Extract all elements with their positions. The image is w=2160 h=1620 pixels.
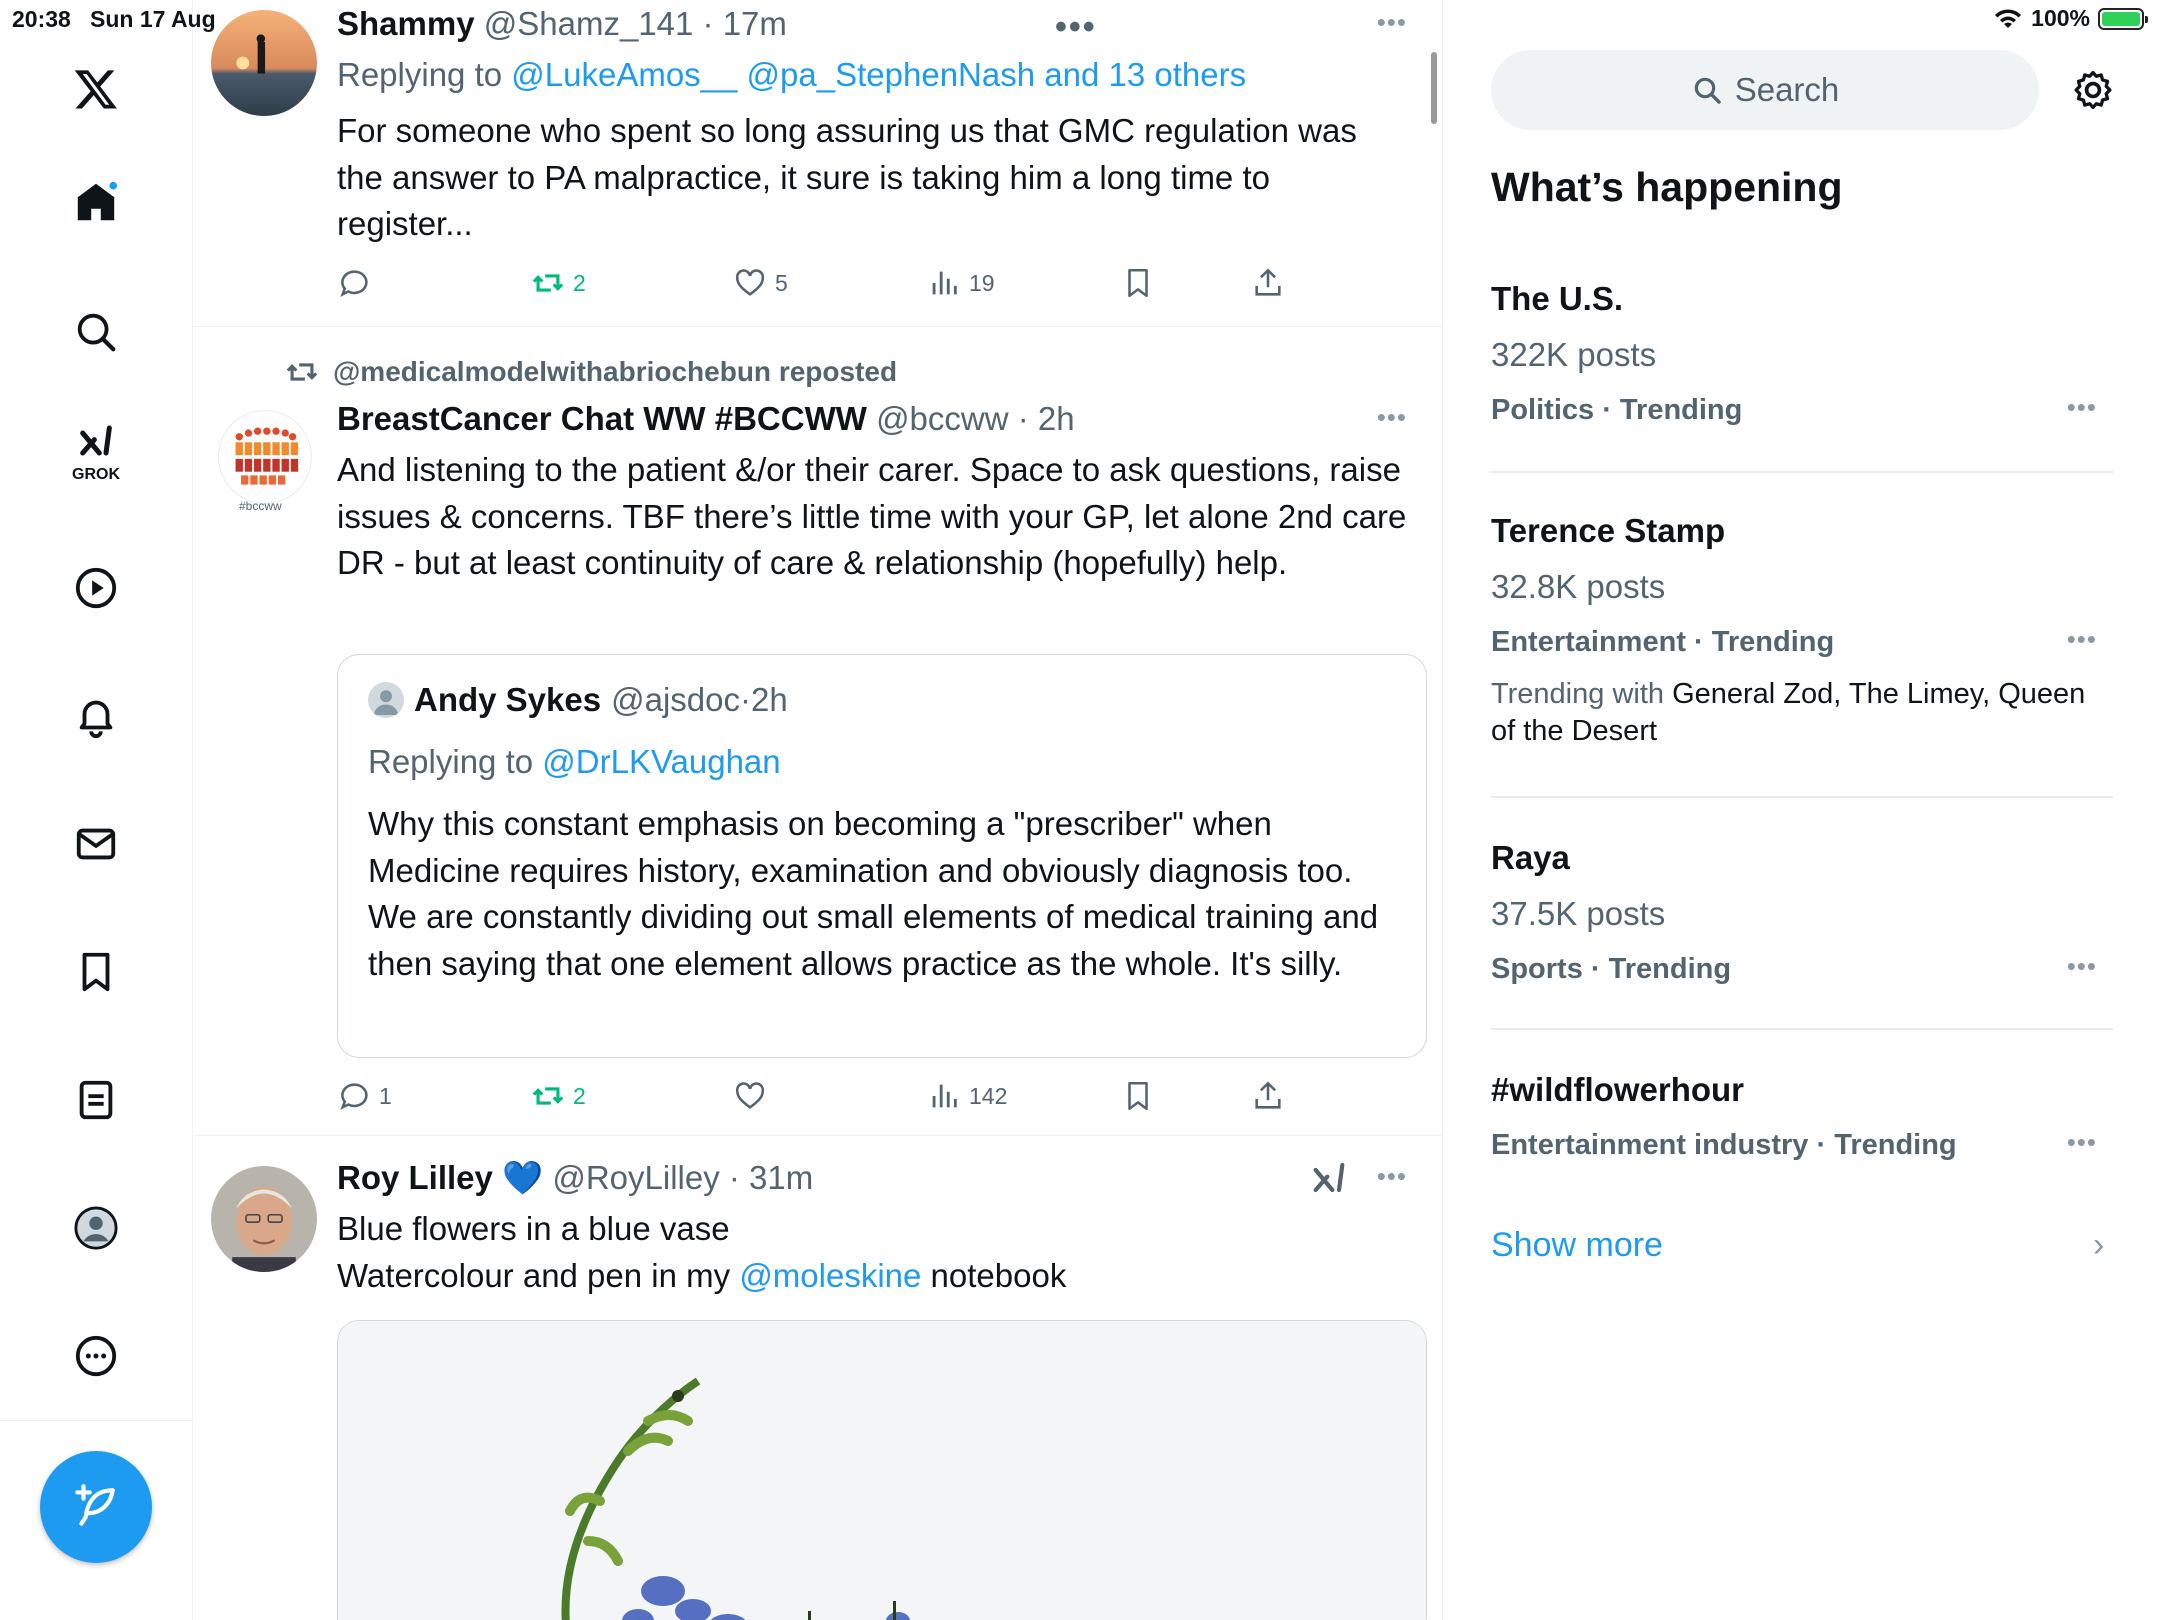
trend-meta: Sports · Trending (1491, 953, 1732, 985)
chevron-right-icon[interactable]: › (2093, 1226, 2105, 1264)
views-count: 142 (969, 1082, 1008, 1109)
tweet-more-icon[interactable]: ••• (1376, 402, 1407, 432)
x-logo-icon[interactable] (62, 55, 130, 123)
reply-button[interactable] (337, 266, 371, 300)
trend-item[interactable] (1491, 835, 2113, 991)
tweet-roy-lilley[interactable] (193, 1136, 1443, 1620)
trend-posts: 37.5K posts (1491, 895, 1666, 932)
trend-posts: 32.8K posts (1491, 568, 1666, 605)
reply-count: 1 (379, 1082, 392, 1109)
replying-to: Replying to @LukeAmos__ @pa_StephenNash and 13 others (337, 56, 1247, 93)
avatar-bccww[interactable] (218, 410, 312, 504)
retweet-count: 2 (573, 269, 586, 296)
tweet-time[interactable]: 17m (722, 5, 787, 42)
trend-item[interactable] (1491, 276, 2113, 432)
avatar-roy-lilley[interactable] (211, 1166, 317, 1272)
compose-post-button[interactable] (40, 1451, 152, 1563)
right-sidebar (1443, 0, 2160, 1620)
quote-replying-link[interactable]: @DrLKVaughan (542, 743, 781, 780)
left-nav (0, 0, 193, 1620)
quote-author-name: Andy Sykes (414, 681, 602, 718)
mention-link[interactable]: @moleskine (739, 1256, 922, 1294)
search-input[interactable] (1491, 50, 2039, 130)
blue-heart-emoji: 💙 (502, 1159, 544, 1196)
tweet-time[interactable]: 31m (749, 1159, 814, 1196)
quote-text: Why this constant emphasis on becoming a "prescriber" when Medicine requires history, examination and obviously diagnosis too. We are constantly dividing out small elements of medical training and then saying that one element allows practice as the whole. It's silly. (368, 805, 1379, 982)
trend-more-icon[interactable]: ••• (2066, 624, 2097, 654)
tweet-header: BreastCancer Chat WW #BCCWW @bccww · 2h ••• (337, 397, 1407, 441)
trend-posts: 322K posts (1491, 336, 1657, 373)
retweet-icon (531, 266, 565, 300)
tweet-bccww[interactable] (193, 327, 1443, 1136)
tweet-more-icon[interactable]: ••• (1376, 1161, 1407, 1191)
author-handle[interactable]: @Shamz_141 (483, 5, 694, 42)
share-button[interactable] (1251, 266, 1285, 300)
timeline (193, 0, 1443, 1620)
trend-item[interactable] (1491, 1067, 2113, 1167)
trend-divider (1491, 796, 2113, 798)
notifications-bell-icon[interactable] (62, 682, 130, 750)
trend-title: The U.S. (1491, 280, 1624, 317)
trend-more-icon[interactable]: ••• (2066, 951, 2097, 981)
quote-header: Andy Sykes @ajsdoc · 2h (368, 681, 788, 719)
tweet-text-line1: Blue flowers in a blue vase (337, 1210, 730, 1247)
repost-indicator (285, 355, 897, 389)
retweet-icon (531, 1079, 565, 1113)
quote-replying-to: Replying to @DrLKVaughan (368, 743, 781, 780)
messages-mail-icon[interactable] (62, 810, 130, 878)
like-button[interactable] (733, 266, 788, 300)
author-name[interactable]: Roy Lilley (337, 1159, 493, 1196)
retweet-count: 2 (573, 1082, 586, 1109)
whats-happening-title: What’s happening (1491, 164, 1843, 210)
like-button[interactable] (733, 1079, 767, 1113)
trend-more-icon[interactable]: ••• (2066, 1127, 2097, 1157)
trend-meta: Politics · Trending (1491, 394, 1743, 426)
nav-divider (0, 1420, 193, 1421)
tweet-image-watercolour[interactable] (337, 1320, 1427, 1620)
compose-feather-icon (71, 1482, 121, 1532)
trend-more-icon[interactable]: ••• (2066, 392, 2097, 422)
tweet-text: For someone who spent so long assuring us that GMC regulation was the answer to PA malpractice, it sure is taking him a long time to register... (337, 112, 1357, 242)
views-button[interactable] (927, 1079, 1007, 1113)
trend-title: Raya (1491, 839, 1570, 876)
avatar-caption: #bccww (239, 499, 282, 513)
repost-by[interactable]: @medicalmodelwithabriochebun reposted (333, 356, 898, 387)
home-icon[interactable] (62, 168, 130, 236)
trend-meta: Entertainment · Trending (1491, 626, 1835, 658)
bookmark-button[interactable] (1121, 266, 1155, 300)
trend-title: Terence Stamp (1491, 512, 1726, 549)
trend-trending-with: Trending with General Zod, The Limey, Queen of the Desert (1491, 678, 2086, 747)
heart-icon (733, 1079, 767, 1113)
search-icon (1691, 74, 1723, 106)
bookmark-icon (1121, 266, 1155, 300)
tweet-actions (337, 1079, 1337, 1119)
author-name[interactable]: Shammy (337, 5, 475, 42)
more-options-icon[interactable] (62, 1322, 130, 1390)
reply-icon (337, 266, 371, 300)
reply-icon (337, 1079, 371, 1113)
tweet-shammy[interactable] (193, 0, 1443, 327)
views-chart-icon (927, 266, 961, 300)
video-icon[interactable] (62, 554, 130, 622)
reply-button[interactable] (337, 1079, 392, 1113)
quoted-tweet[interactable] (337, 654, 1427, 1058)
search-icon[interactable] (62, 298, 130, 366)
trend-meta: Entertainment industry · Trending (1491, 1129, 1957, 1161)
tweet-more-icon[interactable]: ••• (1376, 7, 1407, 37)
share-icon (1251, 266, 1285, 300)
replying-to-links[interactable]: @LukeAmos__ @pa_StephenNash and 13 others (511, 56, 1247, 93)
views-count: 19 (969, 269, 995, 296)
tweet-text: And listening to the patient &/or their carer. Space to ask questions, raise issues & concerns. TBF there’s little time with your GP, let alone 2nd care DR - but at least continuity of care & relationship (hopefully) help. (337, 451, 1407, 581)
quote-author-handle: @ajsdoc (611, 681, 740, 718)
bookmark-icon (1121, 1079, 1155, 1113)
search-placeholder: Search (1734, 71, 1840, 108)
battery-percent: 100% (2031, 5, 2090, 31)
tweet-header: Roy Lilley 💙 @RoyLilley · 31m ••• (337, 1156, 1407, 1200)
show-more-link[interactable]: Show more (1491, 1226, 1663, 1264)
author-handle[interactable]: @bccww (876, 400, 1009, 437)
like-count: 5 (775, 269, 788, 296)
share-icon (1251, 1079, 1285, 1113)
settings-gear-icon[interactable] (2071, 68, 2115, 112)
share-button[interactable] (1251, 1079, 1285, 1113)
profile-avatar-icon[interactable] (62, 1194, 130, 1262)
quote-avatar[interactable] (368, 682, 404, 718)
trend-divider (1491, 1028, 2113, 1030)
tweet-time[interactable]: 2h (1037, 400, 1075, 437)
views-chart-icon (927, 1079, 961, 1113)
avatar-shammy[interactable] (211, 10, 317, 116)
author-name[interactable]: BreastCancer Chat WW #BCCWW (337, 400, 867, 437)
pull-handle-dots: ••• (1055, 8, 1097, 46)
tweet-header: Shammy @Shamz_141 · 17m ••• (337, 2, 1407, 46)
lists-icon[interactable] (62, 1066, 130, 1134)
status-time: 20:38 Sun 17 Aug (12, 6, 216, 32)
repost-icon (285, 355, 319, 389)
retweet-button[interactable] (531, 1079, 586, 1113)
trend-title: #wildflowerhour (1491, 1071, 1745, 1108)
views-button[interactable] (927, 266, 995, 300)
quote-time: 2h (750, 681, 788, 718)
grok-label: GROK (72, 466, 120, 483)
grok-explain-icon[interactable] (1309, 1160, 1349, 1200)
trend-divider (1491, 471, 2113, 473)
retweet-button[interactable] (531, 266, 586, 300)
author-handle[interactable]: @RoyLilley (552, 1159, 720, 1196)
trend-item[interactable] (1491, 508, 2113, 750)
grok-icon[interactable] (62, 418, 130, 486)
tweet-text-line2: Watercolour and pen in my @moleskine notebook (337, 1256, 1067, 1294)
bookmarks-icon[interactable] (62, 938, 130, 1006)
tweet-actions (337, 266, 1337, 306)
bookmark-button[interactable] (1121, 1079, 1155, 1113)
heart-icon (733, 266, 767, 300)
